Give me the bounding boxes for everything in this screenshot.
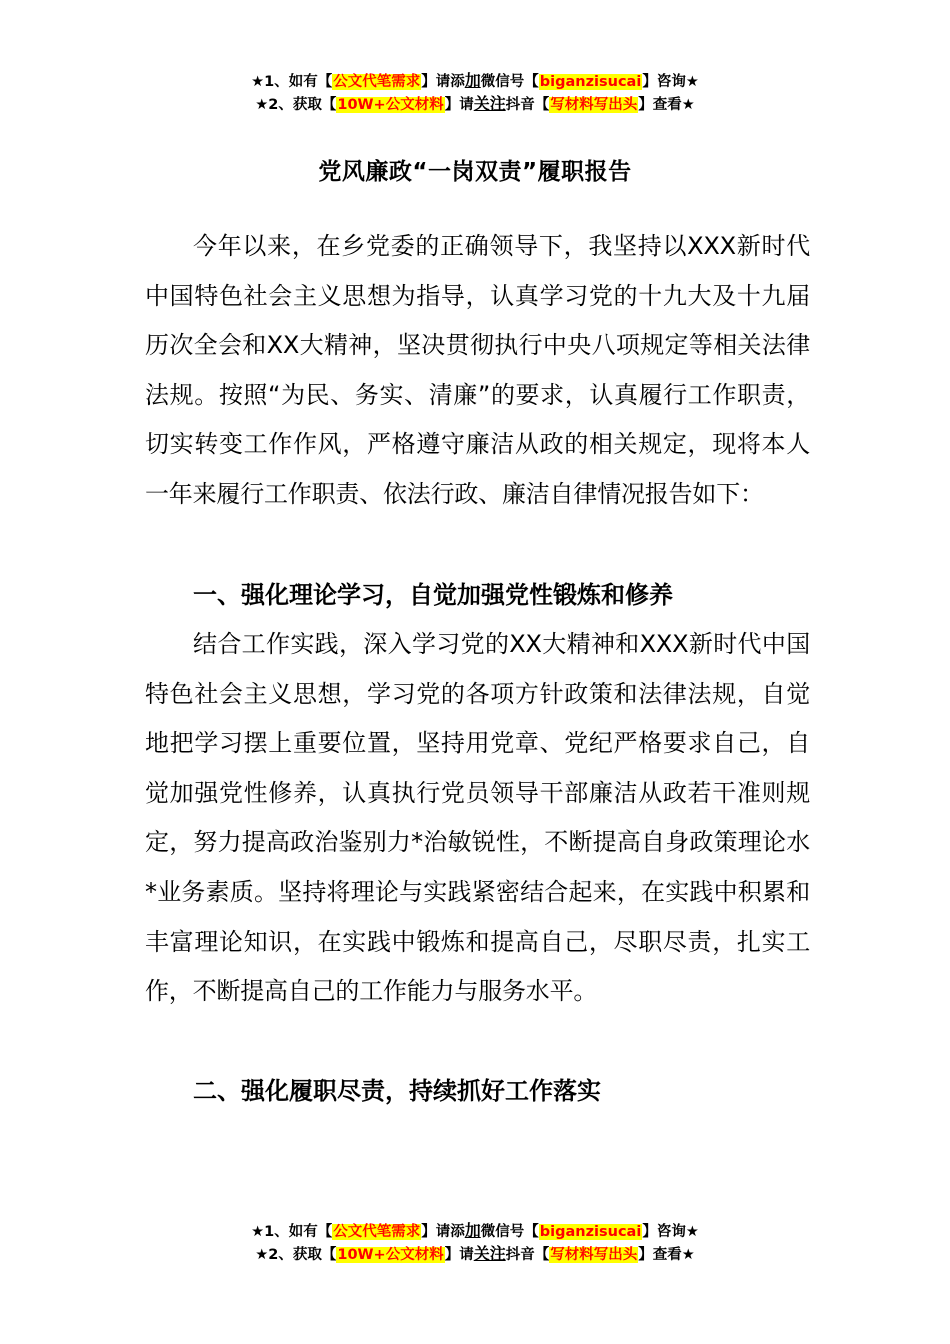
banner-highlight: 写材料写出头 xyxy=(550,97,638,113)
banner-text: 抖音【 xyxy=(505,1247,550,1263)
banner-text: 微信号【 xyxy=(480,1224,539,1240)
footer-banner xyxy=(0,1219,950,1265)
banner-line-2 xyxy=(0,1242,950,1265)
section-heading-1: 一、强化理论学习，自觉加强党性锻炼和修养 xyxy=(193,581,673,609)
banner-highlight: biganzisucai xyxy=(539,74,642,90)
banner-highlight: biganzisucai xyxy=(539,1224,642,1240)
banner-line-2 xyxy=(0,92,950,115)
section-heading-2: 二、强化履职尽责，持续抓好工作落实 xyxy=(193,1077,601,1105)
paragraph-text: 今年以来，在乡党委的正确领导下，我坚持以XXX新时代中国特色社会主义思想为指导，认真学习党的十九大及十九届历次全会和XX大精神，坚决贯彻执行中央八项规定等相关法律法规。按照“为民、务实、清廉”的要求，认真履行工作职责，切实转变工作作风，严格遵守廉洁从政的相关规定，现将本人一年来履行工作职责、依法行政、廉洁自律情况报告如下： xyxy=(145,232,810,508)
banner-highlight: 公文代笔需求 xyxy=(333,1224,421,1240)
banner-underlined: 加 xyxy=(464,1221,481,1240)
banner-text: 】请 xyxy=(444,1247,474,1263)
banner-text: 】请添 xyxy=(421,74,465,90)
banner-text: 】查看★ xyxy=(638,1247,695,1263)
banner-highlight: 公文代笔需求 xyxy=(333,74,421,90)
banner-text: ★1、如有【 xyxy=(251,1224,333,1240)
paragraph-intro xyxy=(145,222,810,520)
banner-text: 】请添 xyxy=(421,1224,465,1240)
banner-line-1 xyxy=(0,69,950,92)
paragraph-section-1 xyxy=(145,620,810,1017)
banner-text: 】咨询★ xyxy=(642,74,699,90)
banner-text: 】请 xyxy=(444,97,474,113)
banner-underlined: 关注 xyxy=(473,94,506,113)
banner-highlight: 写材料写出头 xyxy=(550,1247,638,1263)
banner-text: 】查看★ xyxy=(638,97,695,113)
document-title: 党风廉政“一岗双责”履职报告 xyxy=(318,159,632,185)
banner-underlined: 加 xyxy=(464,71,481,90)
banner-text: ★2、获取【 xyxy=(255,1247,337,1263)
banner-underlined: 关注 xyxy=(473,1244,506,1263)
banner-text: 】咨询★ xyxy=(642,1224,699,1240)
header-banner xyxy=(0,69,950,115)
banner-highlight: 10W+公文材料 xyxy=(337,97,444,113)
paragraph-text: 结合工作实践，深入学习党的XX大精神和XXX新时代中国特色社会主义思想，学习党的各项方针政策和法律法规，自觉地把学习摆上重要位置，坚持用党章、党纪严格要求自己，自觉加强党性修养，认真执行党员领导干部廉洁从政若干准则规定，努力提高政治鉴别力*治敏锐性，不断提高自身政策理论水*业务素质。坚持将理论与实践紧密结合起来，在实践中积累和丰富理论知识，在实践中锻炼和提高自己，尽职尽责，扎实工作，不断提高自己的工作能力与服务水平。 xyxy=(145,630,810,1006)
banner-line-1 xyxy=(0,1219,950,1242)
banner-text: ★2、获取【 xyxy=(255,97,337,113)
banner-highlight: 10W+公文材料 xyxy=(337,1247,444,1263)
banner-text: 抖音【 xyxy=(505,97,550,113)
banner-text: 微信号【 xyxy=(480,74,539,90)
banner-text: ★1、如有【 xyxy=(251,74,333,90)
